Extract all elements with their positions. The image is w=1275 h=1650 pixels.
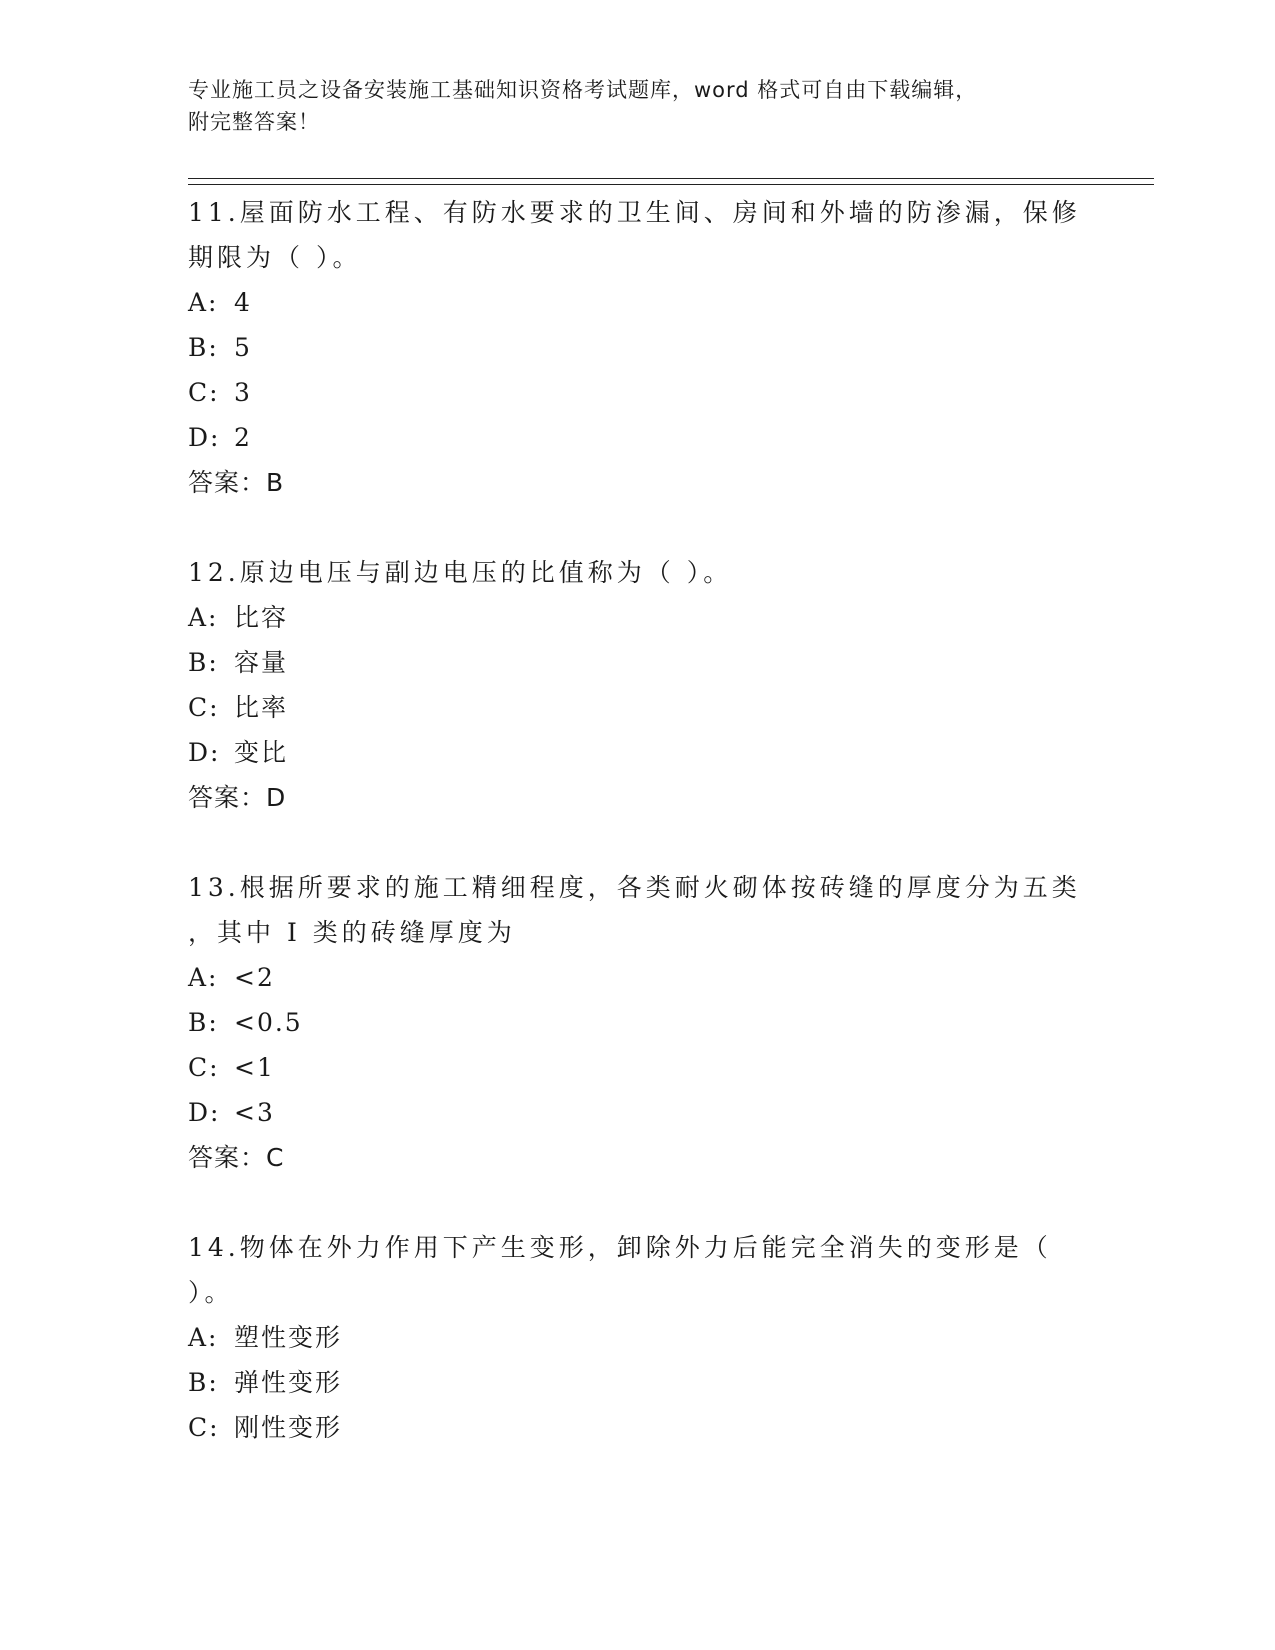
option-key: A: <box>188 603 219 632</box>
option-text: <0.5 <box>234 1008 303 1037</box>
header-line-1: 专业施工员之设备安装施工基础知识资格考试题库，word 格式可自由下载编辑， <box>188 78 978 102</box>
question-stem-line: 14.物体在外力作用下产生变形，卸除外力后能完全消失的变形是（ <box>188 1233 1052 1262</box>
question-stem-line: ）。 <box>188 1278 234 1307</box>
option-key: C: <box>188 1413 220 1442</box>
option-text: 弹性变形 <box>234 1368 343 1397</box>
option-key: C: <box>188 1053 220 1082</box>
option-a <box>188 1315 1088 1360</box>
answer-line: 答案：C <box>188 1143 285 1172</box>
header-divider-bottom <box>188 184 1154 185</box>
option-a <box>188 280 1088 325</box>
question-13 <box>188 865 1088 1180</box>
option-key: A: <box>188 288 219 317</box>
header-line-2: 附完整答案！ <box>188 110 320 134</box>
document-header <box>188 74 1088 138</box>
option-key: C: <box>188 378 220 407</box>
option-c <box>188 1045 1088 1090</box>
option-text: 3 <box>234 378 252 407</box>
question-stem-line: 12.原边电压与副边电压的比值称为（ ）。 <box>188 558 733 587</box>
question-stem-line: ，其中 I 类的砖缝厚度为 <box>188 918 516 947</box>
option-key: B: <box>188 1008 219 1037</box>
answer-line: 答案：D <box>188 783 287 812</box>
option-a <box>188 955 1088 1000</box>
option-key: D: <box>188 423 221 452</box>
option-text: 刚性变形 <box>234 1413 343 1442</box>
option-a <box>188 595 1088 640</box>
option-text: 5 <box>234 333 252 362</box>
option-c <box>188 685 1088 730</box>
option-c <box>188 1405 1088 1450</box>
option-key: A: <box>188 963 219 992</box>
option-text: 比率 <box>234 693 289 722</box>
option-text: <1 <box>234 1053 275 1082</box>
option-c <box>188 370 1088 415</box>
question-stem-line: 11.屋面防水工程、有防水要求的卫生间、房间和外墙的防渗漏，保修 <box>188 198 1081 227</box>
question-spacer <box>188 1180 1088 1225</box>
question-stem-line: 13.根据所要求的施工精细程度，各类耐火砌体按砖缝的厚度分为五类 <box>188 873 1081 902</box>
option-text: <3 <box>234 1098 275 1127</box>
option-key: B: <box>188 333 219 362</box>
option-key: D: <box>188 738 221 767</box>
option-text: 比容 <box>234 603 289 632</box>
option-text: 4 <box>234 288 252 317</box>
option-key: C: <box>188 693 220 722</box>
option-text: 变比 <box>234 738 289 767</box>
option-key: B: <box>188 1368 219 1397</box>
option-key: D: <box>188 1098 221 1127</box>
option-d <box>188 1090 1088 1135</box>
option-key: B: <box>188 648 219 677</box>
option-key: A: <box>188 1323 219 1352</box>
option-d <box>188 730 1088 775</box>
option-b <box>188 640 1088 685</box>
option-text: <2 <box>234 963 275 992</box>
option-b <box>188 1360 1088 1405</box>
question-list <box>188 190 1088 1450</box>
question-14 <box>188 1225 1088 1450</box>
option-b <box>188 325 1088 370</box>
question-stem-line: 期限为（ ）。 <box>188 243 362 272</box>
option-text: 2 <box>234 423 252 452</box>
question-12 <box>188 550 1088 820</box>
header-divider-top <box>188 178 1154 179</box>
option-text: 容量 <box>234 648 289 677</box>
option-text: 塑性变形 <box>234 1323 343 1352</box>
option-b <box>188 1000 1088 1045</box>
answer-line: 答案：B <box>188 468 285 497</box>
question-11 <box>188 190 1088 505</box>
question-spacer <box>188 505 1088 550</box>
question-spacer <box>188 820 1088 865</box>
option-d <box>188 415 1088 460</box>
